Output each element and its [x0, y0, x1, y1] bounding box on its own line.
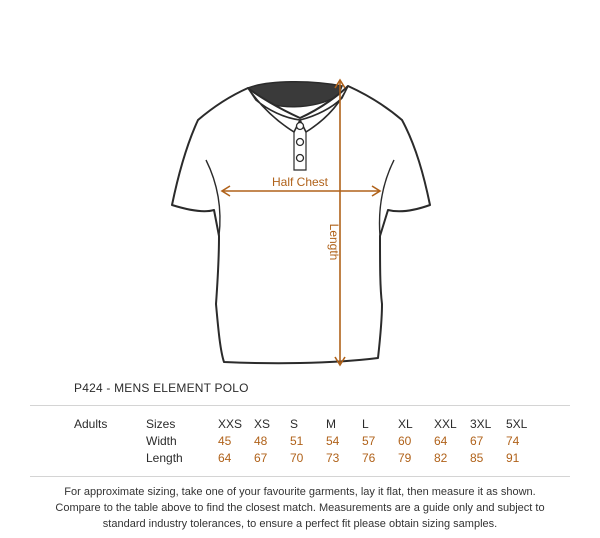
button-icon [297, 155, 304, 162]
half-chest-label: Half Chest [271, 175, 329, 189]
size-header: L [362, 417, 369, 431]
table-top-rule [30, 405, 570, 406]
size-header: 5XL [506, 417, 528, 431]
length-value: 85 [470, 451, 484, 465]
width-value: 45 [218, 434, 232, 448]
width-value: 57 [362, 434, 376, 448]
width-value: 64 [434, 434, 448, 448]
length-value: 82 [434, 451, 448, 465]
width-row-label: Width [146, 434, 177, 448]
length-value: 70 [290, 451, 304, 465]
length-value: 73 [326, 451, 340, 465]
length-row-label: Length [146, 451, 183, 465]
group-label: Adults [74, 417, 108, 431]
note-line: standard industry tolerances, to ensure a perfect fit please obtain sizing samples. [102, 518, 498, 530]
length-value: 91 [506, 451, 520, 465]
length-label: Length [327, 223, 341, 261]
button-icon [297, 123, 304, 130]
length-value: 79 [398, 451, 412, 465]
size-header: XL [398, 417, 413, 431]
product-title: P424 - MENS ELEMENT POLO [74, 381, 249, 395]
sizes-row-label: Sizes [146, 417, 176, 431]
width-value: 67 [470, 434, 484, 448]
width-value: 74 [506, 434, 520, 448]
size-header: XXS [218, 417, 243, 431]
size-header: M [326, 417, 336, 431]
sizing-note [20, 484, 580, 532]
width-value: 60 [398, 434, 412, 448]
width-value: 48 [254, 434, 268, 448]
note-line: Compare to the table above to find the closest match. Measurements are a guide only and subject to [55, 502, 545, 514]
button-icon [297, 139, 304, 146]
size-header: XS [254, 417, 271, 431]
note-line: For approximate sizing, take one of your favourite garments, lay it flat, then measure it as shown. [64, 486, 536, 498]
size-header: S [290, 417, 299, 431]
length-value: 76 [362, 451, 376, 465]
width-value: 51 [290, 434, 304, 448]
table-bottom-rule [30, 476, 570, 477]
length-value: 67 [254, 451, 268, 465]
length-value: 64 [218, 451, 232, 465]
width-value: 54 [326, 434, 340, 448]
size-header: XXL [434, 417, 457, 431]
size-header: 3XL [470, 417, 492, 431]
